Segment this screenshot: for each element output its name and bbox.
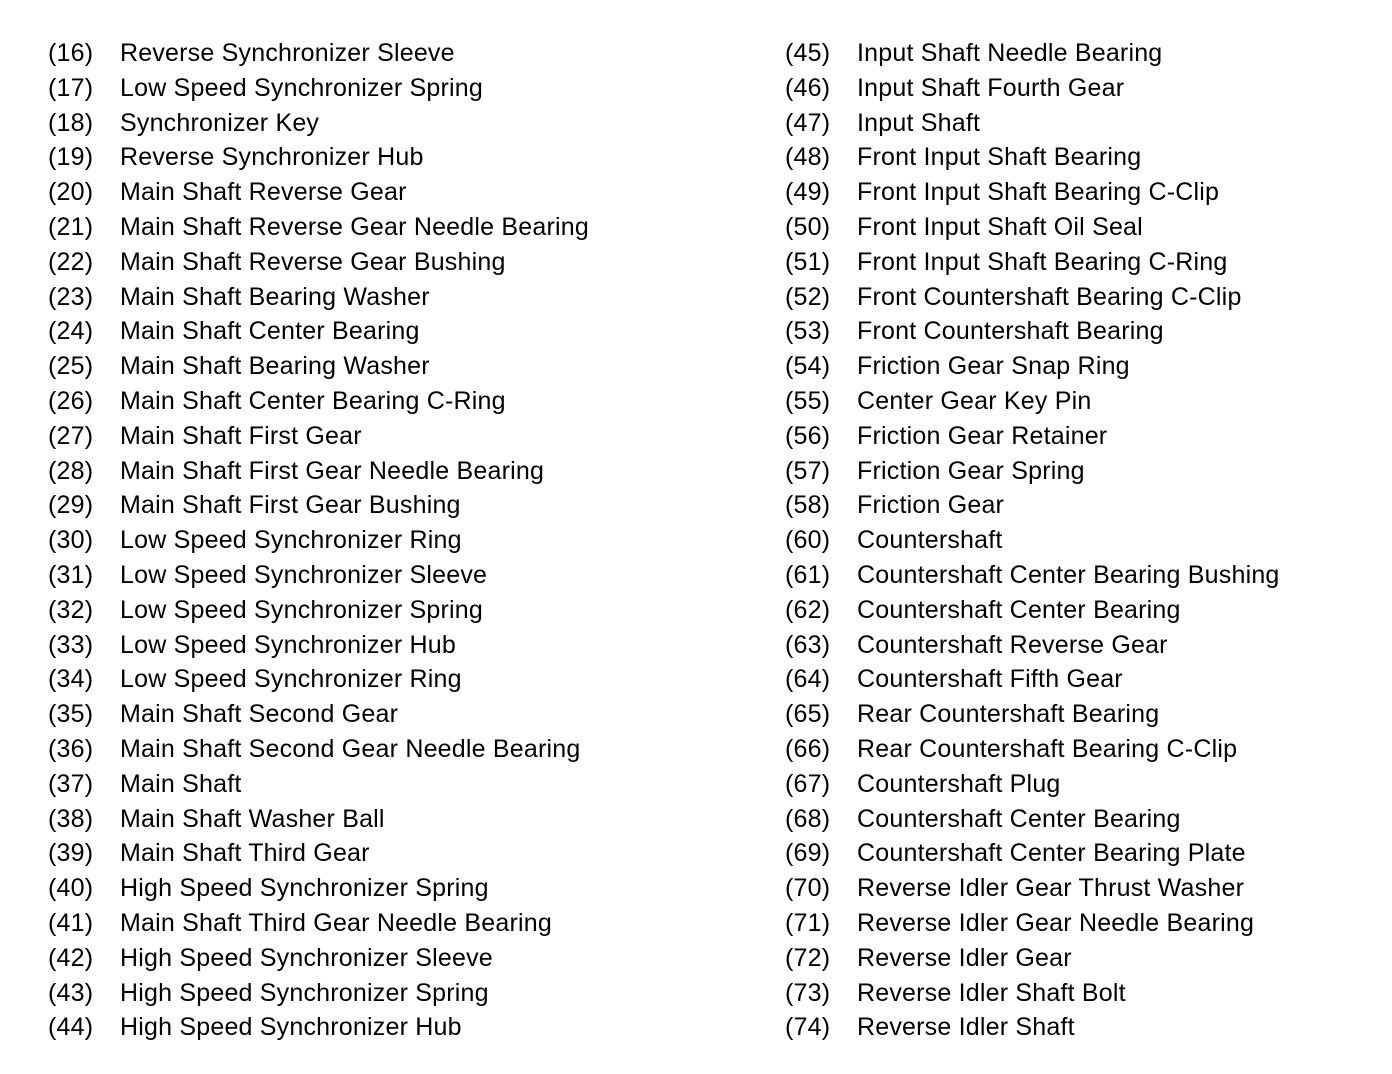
- part-number: (34): [48, 665, 94, 694]
- part-number: (46): [785, 73, 831, 102]
- part-name: Countershaft Reverse Gear: [857, 630, 1168, 659]
- part-number: (36): [48, 734, 94, 763]
- part-row: [785, 175, 1392, 210]
- part-number: (22): [48, 247, 94, 276]
- part-name: High Speed Synchronizer Spring: [120, 978, 489, 1007]
- part-number: (28): [48, 456, 94, 485]
- part-row: [48, 349, 728, 384]
- part-name: Friction Gear Snap Ring: [857, 352, 1130, 381]
- part-name: Low Speed Synchronizer Ring: [120, 526, 462, 555]
- part-row: [48, 454, 728, 489]
- part-row: [48, 906, 728, 941]
- part-number: (65): [785, 700, 831, 729]
- part-number: (26): [48, 386, 94, 415]
- part-number: (20): [48, 178, 94, 207]
- part-row: [785, 662, 1392, 697]
- part-number: (51): [785, 247, 831, 276]
- part-row: [48, 523, 728, 558]
- part-name: Reverse Idler Shaft: [857, 1013, 1075, 1042]
- part-row: [785, 802, 1392, 837]
- part-row: [785, 140, 1392, 175]
- part-row: [785, 245, 1392, 280]
- part-number: (61): [785, 560, 831, 589]
- part-number: (25): [48, 352, 94, 381]
- part-row: [785, 1010, 1392, 1045]
- part-name: Main Shaft Second Gear: [120, 700, 399, 729]
- part-number: (44): [48, 1013, 94, 1042]
- part-row: [785, 488, 1392, 523]
- part-number: (72): [785, 943, 831, 972]
- part-row: [48, 314, 728, 349]
- part-name: Main Shaft Reverse Gear Needle Bearing: [120, 212, 589, 241]
- part-row: [785, 419, 1392, 454]
- part-row: [785, 523, 1392, 558]
- part-number: (63): [785, 630, 831, 659]
- part-name: Front Countershaft Bearing: [857, 317, 1164, 346]
- parts-legend: [0, 36, 1392, 1056]
- part-row: [785, 628, 1392, 663]
- part-number: (69): [785, 839, 831, 868]
- part-name: High Speed Synchronizer Sleeve: [120, 943, 493, 972]
- part-row: [785, 280, 1392, 315]
- part-name: Countershaft Plug: [857, 769, 1061, 798]
- part-name: Synchronizer Key: [120, 108, 320, 137]
- part-row: [48, 593, 728, 628]
- part-number: (23): [48, 282, 94, 311]
- part-number: (38): [48, 804, 94, 833]
- part-name: Countershaft Center Bearing Plate: [857, 839, 1246, 868]
- part-row: [48, 36, 728, 71]
- part-row: [48, 697, 728, 732]
- part-number: (39): [48, 839, 94, 868]
- part-row: [48, 488, 728, 523]
- part-row: [785, 349, 1392, 384]
- part-name: Main Shaft Third Gear Needle Bearing: [120, 908, 552, 937]
- part-name: Countershaft Center Bearing: [857, 595, 1181, 624]
- part-name: Friction Gear Retainer: [857, 421, 1108, 450]
- part-row: [785, 210, 1392, 245]
- part-name: Reverse Synchronizer Hub: [120, 143, 424, 172]
- part-name: Main Shaft Third Gear: [120, 839, 370, 868]
- part-row: [48, 71, 728, 106]
- part-name: Friction Gear: [857, 491, 1005, 520]
- part-row: [48, 871, 728, 906]
- part-name: Countershaft Center Bearing Bushing: [857, 560, 1280, 589]
- part-row: [48, 280, 728, 315]
- part-row: [785, 906, 1392, 941]
- part-number: (37): [48, 769, 94, 798]
- part-number: (50): [785, 212, 831, 241]
- part-number: (52): [785, 282, 831, 311]
- part-name: Main Shaft Reverse Gear Bushing: [120, 247, 506, 276]
- part-name: Front Input Shaft Oil Seal: [857, 212, 1143, 241]
- part-number: (17): [48, 73, 94, 102]
- part-number: (35): [48, 700, 94, 729]
- part-row: [785, 454, 1392, 489]
- part-number: (29): [48, 491, 94, 520]
- part-number: (33): [48, 630, 94, 659]
- part-name: Friction Gear Spring: [857, 456, 1085, 485]
- part-number: (57): [785, 456, 831, 485]
- part-name: Low Speed Synchronizer Sleeve: [120, 560, 488, 589]
- part-number: (45): [785, 39, 831, 67]
- part-name: Countershaft: [857, 526, 1003, 555]
- part-row: [785, 558, 1392, 593]
- parts-column-left: [48, 36, 728, 1045]
- part-number: (58): [785, 491, 831, 520]
- part-row: [785, 384, 1392, 419]
- part-name: Front Input Shaft Bearing: [857, 143, 1142, 172]
- parts-column-right: [785, 36, 1392, 1045]
- part-row: [48, 210, 728, 245]
- part-name: Countershaft Fifth Gear: [857, 665, 1123, 694]
- part-name: Main Shaft Bearing Washer: [120, 282, 430, 311]
- part-row: [48, 384, 728, 419]
- part-number: (30): [48, 526, 94, 555]
- part-number: (67): [785, 769, 831, 798]
- part-name: Input Shaft: [857, 108, 981, 137]
- part-name: Main Shaft Bearing Washer: [120, 352, 430, 381]
- part-number: (24): [48, 317, 94, 346]
- part-name: High Speed Synchronizer Hub: [120, 1013, 462, 1042]
- part-number: (48): [785, 143, 831, 172]
- part-name: Main Shaft First Gear Needle Bearing: [120, 456, 545, 485]
- part-row: [48, 836, 728, 871]
- part-row: [785, 36, 1392, 71]
- part-number: (31): [48, 560, 94, 589]
- part-name: Reverse Idler Gear: [857, 943, 1072, 972]
- part-row: [48, 802, 728, 837]
- part-name: Rear Countershaft Bearing C-Clip: [857, 734, 1238, 763]
- part-name: Main Shaft First Gear: [120, 421, 362, 450]
- part-row: [48, 628, 728, 663]
- part-name: Reverse Synchronizer Sleeve: [120, 39, 455, 67]
- part-row: [785, 767, 1392, 802]
- part-number: (40): [48, 874, 94, 903]
- part-row: [785, 976, 1392, 1011]
- part-number: (62): [785, 595, 831, 624]
- part-row: [785, 314, 1392, 349]
- part-name: Low Speed Synchronizer Spring: [120, 595, 483, 624]
- part-row: [785, 941, 1392, 976]
- part-row: [48, 732, 728, 767]
- part-row: [785, 697, 1392, 732]
- part-row: [48, 662, 728, 697]
- part-name: Low Speed Synchronizer Hub: [120, 630, 456, 659]
- part-number: (21): [48, 212, 94, 241]
- part-row: [48, 140, 728, 175]
- part-name: Main Shaft: [120, 769, 242, 798]
- part-number: (54): [785, 352, 831, 381]
- part-row: [48, 245, 728, 280]
- part-name: Reverse Idler Shaft Bolt: [857, 978, 1126, 1007]
- part-row: [48, 106, 728, 141]
- part-number: (42): [48, 943, 94, 972]
- part-row: [48, 976, 728, 1011]
- part-number: (19): [48, 143, 94, 172]
- part-number: (32): [48, 595, 94, 624]
- part-name: Reverse Idler Gear Thrust Washer: [857, 874, 1245, 903]
- part-name: Input Shaft Needle Bearing: [857, 39, 1163, 67]
- part-row: [785, 593, 1392, 628]
- part-name: Input Shaft Fourth Gear: [857, 73, 1125, 102]
- part-row: [48, 1010, 728, 1045]
- part-row: [785, 836, 1392, 871]
- part-number: (56): [785, 421, 831, 450]
- part-number: (43): [48, 978, 94, 1007]
- part-row: [48, 558, 728, 593]
- part-name: Front Input Shaft Bearing C-Clip: [857, 178, 1220, 207]
- part-number: (49): [785, 178, 831, 207]
- part-name: Front Input Shaft Bearing C-Ring: [857, 247, 1228, 276]
- part-number: (27): [48, 421, 94, 450]
- part-name: Main Shaft Second Gear Needle Bearing: [120, 734, 581, 763]
- part-row: [785, 871, 1392, 906]
- part-row: [785, 71, 1392, 106]
- part-number: (73): [785, 978, 831, 1007]
- part-number: (68): [785, 804, 831, 833]
- part-number: (16): [48, 39, 94, 67]
- part-row: [48, 175, 728, 210]
- part-row: [48, 767, 728, 802]
- part-name: Main Shaft First Gear Bushing: [120, 491, 461, 520]
- part-name: Main Shaft Reverse Gear: [120, 178, 407, 207]
- part-row: [48, 941, 728, 976]
- part-number: (60): [785, 526, 831, 555]
- part-row: [785, 732, 1392, 767]
- part-name: Front Countershaft Bearing C-Clip: [857, 282, 1242, 311]
- part-number: (71): [785, 908, 831, 937]
- part-number: (64): [785, 665, 831, 694]
- part-name: Main Shaft Washer Ball: [120, 804, 385, 833]
- part-name: Center Gear Key Pin: [857, 386, 1092, 415]
- part-number: (55): [785, 386, 831, 415]
- part-row: [48, 419, 728, 454]
- part-number: (74): [785, 1013, 831, 1042]
- part-number: (18): [48, 108, 94, 137]
- part-number: (41): [48, 908, 94, 937]
- part-number: (53): [785, 317, 831, 346]
- part-name: High Speed Synchronizer Spring: [120, 874, 489, 903]
- part-name: Reverse Idler Gear Needle Bearing: [857, 908, 1255, 937]
- part-name: Rear Countershaft Bearing: [857, 700, 1160, 729]
- part-number: (66): [785, 734, 831, 763]
- part-name: Countershaft Center Bearing: [857, 804, 1181, 833]
- part-name: Main Shaft Center Bearing: [120, 317, 420, 346]
- part-name: Main Shaft Center Bearing C-Ring: [120, 386, 506, 415]
- part-name: Low Speed Synchronizer Spring: [120, 73, 483, 102]
- part-number: (70): [785, 874, 831, 903]
- part-row: [785, 106, 1392, 141]
- part-name: Low Speed Synchronizer Ring: [120, 665, 462, 694]
- part-number: (47): [785, 108, 831, 137]
